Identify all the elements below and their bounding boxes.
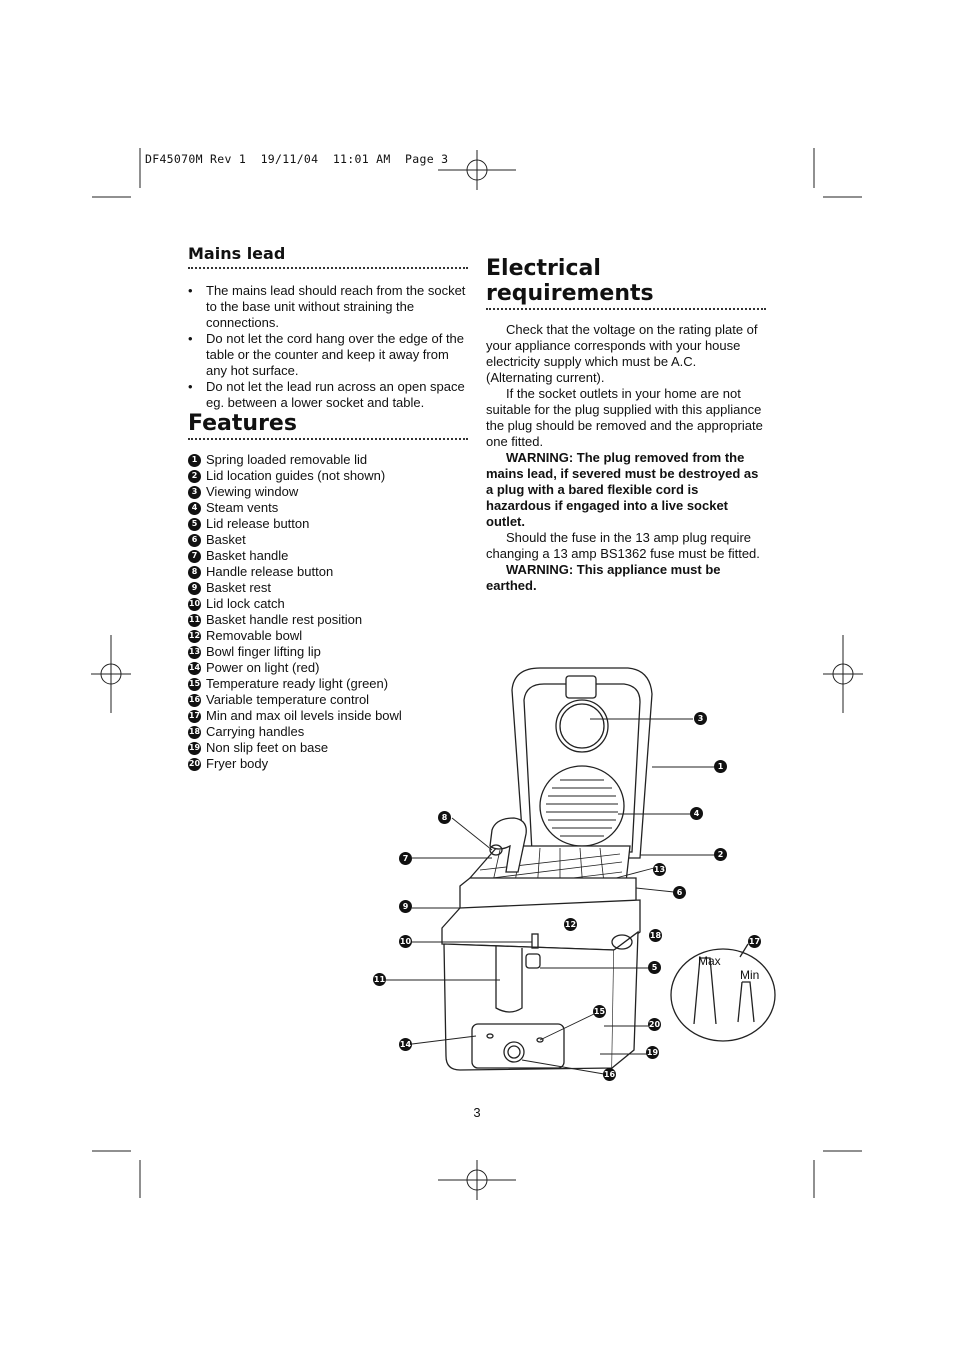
callout-2: 2 [714, 848, 727, 861]
feature-number-badge: 13 [188, 646, 201, 659]
list-item: • Do not let the cord hang over the edge of the table or the counter and keep it away from any hot surface. [188, 331, 468, 379]
feature-number-badge: 5 [188, 518, 201, 531]
mains-lead-heading: Mains lead [188, 244, 468, 269]
feature-label: Min and max oil levels inside bowl [206, 708, 402, 723]
inset-min-label: Min [740, 968, 760, 982]
callout-16: 16 [603, 1070, 616, 1079]
feature-label: Temperature ready light (green) [206, 676, 389, 691]
feature-label: Basket rest [206, 580, 272, 595]
callout-7: 7 [399, 852, 412, 865]
feature-label: Fryer body [206, 756, 269, 771]
feature-label: Lid release button [206, 516, 310, 531]
callout-9: 9 [399, 900, 412, 913]
inset-max-label: Max [698, 954, 721, 968]
feature-number-badge: 20 [188, 758, 201, 771]
feature-number-badge: 16 [188, 694, 201, 707]
feature-number-badge: 10 [188, 598, 201, 611]
warning-earthed: WARNING: This appliance must be earthed. [486, 562, 721, 593]
callout-6: 6 [673, 886, 686, 899]
electrical-paragraph-1: Check that the voltage on the rating plate of your appliance corresponds with your house electricity supply which must be A.C. (Alternating current). [486, 322, 758, 385]
callout-12: 12 [564, 920, 577, 929]
feature-label: Handle release button [206, 564, 334, 579]
feature-label: Basket handle [206, 548, 289, 563]
callout-14: 14 [399, 1040, 412, 1049]
callout-20: 20 [648, 1020, 661, 1029]
callout-11: 11 [373, 975, 386, 984]
feature-number-badge: 11 [188, 614, 201, 627]
feature-number-badge: 9 [188, 582, 201, 595]
callout-17: 17 [748, 937, 761, 946]
feature-label: Carrying handles [206, 724, 305, 739]
list-item: • Do not let the lead run across an open space eg. between a lower socket and table. [188, 379, 468, 411]
feature-number-badge: 17 [188, 710, 201, 723]
electrical-heading: Electrical requirements [486, 256, 766, 310]
page-number: 3 [473, 1105, 481, 1120]
feature-label: Basket [206, 532, 246, 547]
callout-4: 4 [690, 807, 703, 820]
feature-number-badge: 6 [188, 534, 201, 547]
feature-number-badge: 2 [188, 470, 201, 483]
feature-number-badge: 4 [188, 502, 201, 515]
feature-label: Spring loaded removable lid [206, 452, 368, 467]
feature-label: Removable bowl [206, 628, 303, 643]
feature-label: Variable temperature control [206, 692, 370, 707]
warning-plug: WARNING: The plug removed from the mains lead, if severed must be destroyed as a plug with a bared flexible cord is hazardous if engaged into a live socket outlet. [486, 450, 759, 529]
feature-label: Viewing window [206, 484, 299, 499]
feature-label: Steam vents [206, 500, 279, 515]
feature-number-badge: 19 [188, 742, 201, 755]
list-item: • The mains lead should reach from the socket to the base unit without straining the connections. [188, 283, 468, 331]
feature-label: Lid location guides (not shown) [206, 468, 386, 483]
feature-number-badge: 14 [188, 662, 201, 675]
callout-19: 19 [646, 1048, 659, 1057]
feature-label: Non slip feet on base [206, 740, 329, 755]
feature-label: Basket handle rest position [206, 612, 363, 627]
callout-1: 1 [714, 760, 727, 773]
feature-number-badge: 1 [188, 454, 201, 467]
callout-15: 15 [593, 1007, 606, 1016]
feature-label: Lid lock catch [206, 596, 285, 611]
fryer-drawing [386, 668, 775, 1074]
feature-number-badge: 3 [188, 486, 201, 499]
electrical-paragraph-3: Should the fuse in the 13 amp plug require changing a 13 amp BS1362 fuse must be fitted. [486, 530, 760, 561]
feature-label: Bowl finger lifting lip [206, 644, 321, 659]
callout-18: 18 [649, 931, 662, 940]
electrical-paragraph-2: If the socket outlets in your home are not suitable for the plug supplied with this appliance the plug should be removed and the appropriate one fitted. [486, 386, 763, 449]
feature-number-badge: 12 [188, 630, 201, 643]
feature-label: Power on light (red) [206, 660, 320, 675]
callout-5: 5 [648, 961, 661, 974]
print-slug: DF45070M Rev 1 19/11/04 11:01 AM Page 3 [145, 152, 449, 166]
callout-3: 3 [694, 712, 707, 725]
feature-number-badge: 18 [188, 726, 201, 739]
features-heading: Features [188, 411, 468, 440]
callout-8: 8 [438, 811, 451, 824]
callout-10: 10 [399, 937, 412, 946]
feature-number-badge: 8 [188, 566, 201, 579]
feature-number-badge: 15 [188, 678, 201, 691]
callout-13: 13 [653, 865, 666, 874]
feature-number-badge: 7 [188, 550, 201, 563]
